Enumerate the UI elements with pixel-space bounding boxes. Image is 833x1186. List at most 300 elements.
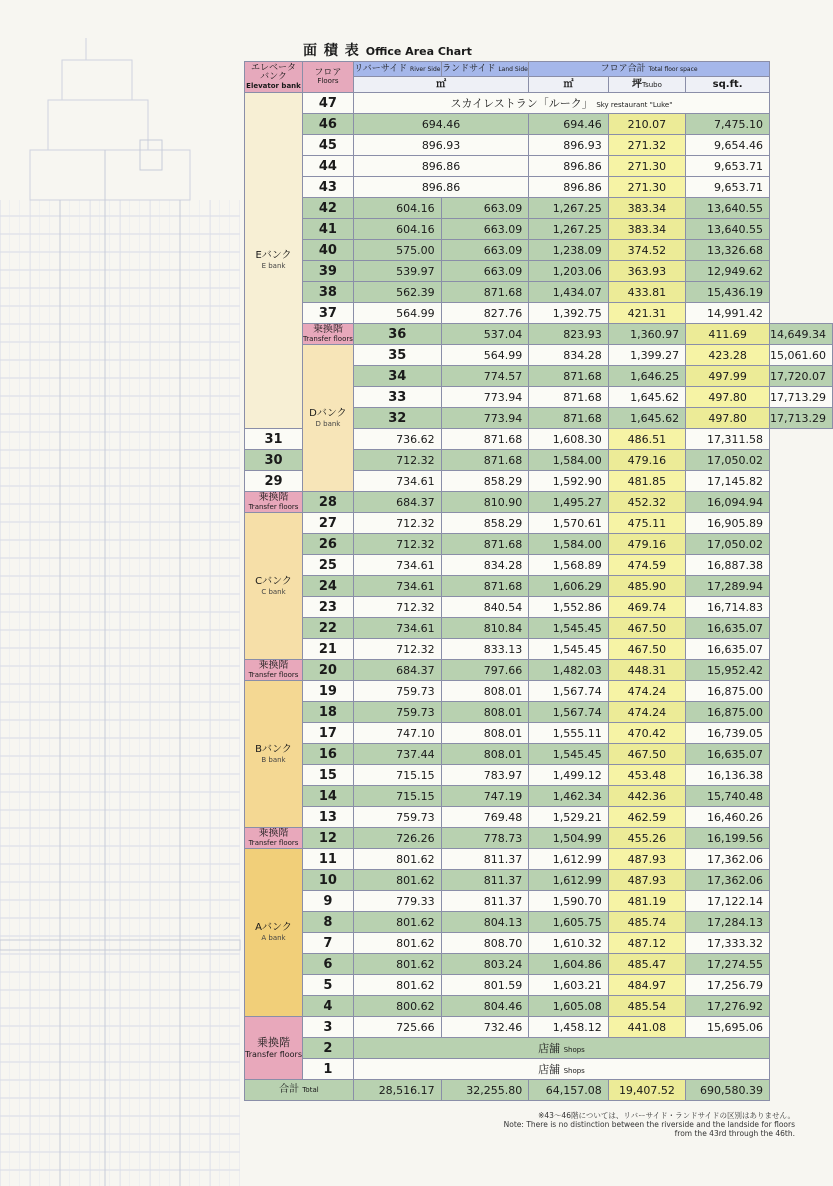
floor-number: 24: [303, 576, 354, 597]
cell-total-m2: 1,645.62: [608, 387, 685, 408]
cell-river-side: 604.16: [353, 219, 441, 240]
cell-river-side: 712.32: [353, 513, 441, 534]
floor-number: 30: [245, 450, 303, 471]
cell-land-side: 823.93: [529, 324, 608, 345]
cell-total-sqft: 7,475.10: [686, 114, 770, 135]
header-floor-en: Floors: [317, 77, 339, 86]
footnote-en-2: from the 43rd through the 46th.: [674, 1129, 795, 1139]
header-unit-m2: ㎡: [353, 77, 528, 93]
cell-total-m2: 1,495.27: [529, 492, 608, 513]
cell-land-side: 871.68: [441, 534, 529, 555]
cell-total-sqft: 16,875.00: [686, 681, 770, 702]
table-row: [245, 933, 833, 954]
cell-river-side: 712.32: [353, 597, 441, 618]
cell-total-sqft: 16,905.89: [686, 513, 770, 534]
table-row: [245, 219, 833, 240]
cell-total-sqft: 16,460.26: [686, 807, 770, 828]
floor-number: 25: [303, 555, 354, 576]
cell-total-tsubo: 479.16: [608, 534, 685, 555]
cell-river-side: 801.62: [353, 975, 441, 996]
cell-total-m2: 1,612.99: [529, 849, 608, 870]
bank-c-en: C bank: [261, 587, 286, 596]
cell-total-m2: 1,605.08: [529, 996, 608, 1017]
cell-total-m2: 896.86: [529, 156, 608, 177]
cell-total-sqft: 13,326.68: [686, 240, 770, 261]
cell-total-sqft: 16,887.38: [686, 555, 770, 576]
cell-total-m2: 1,392.75: [529, 303, 608, 324]
header-total-en: Total floor space: [648, 65, 698, 73]
cell-total-tsubo: 486.51: [608, 429, 685, 450]
cell-land-side: 811.37: [441, 849, 529, 870]
header-unit-sqft: sq.ft.: [686, 77, 770, 93]
cell-total-sqft: 13,640.55: [686, 198, 770, 219]
cell-total-sqft: 17,276.92: [686, 996, 770, 1017]
bank-c-ja: Cバンク: [255, 575, 292, 587]
floor-number: 4: [303, 996, 354, 1017]
transfer-floor-label-en: Transfer floors: [248, 502, 299, 511]
table-row: [245, 324, 833, 345]
table-row: [245, 114, 833, 135]
cell-total-m2: 1,462.34: [529, 786, 608, 807]
cell-total-tsubo: 487.93: [608, 849, 685, 870]
floor-number: 39: [303, 261, 354, 282]
cell-total-m2: 1,568.89: [529, 555, 608, 576]
cell-total-m2: 1,267.25: [529, 198, 608, 219]
cell-river-side: 800.62: [353, 996, 441, 1017]
cell-river-side: 537.04: [441, 324, 529, 345]
floor-number: 42: [303, 198, 354, 219]
cell-land-side: 840.54: [441, 597, 529, 618]
header-total-ja: フロア合計: [600, 63, 646, 74]
restaurant-label-ja: スカイレストラン「ルーク」: [450, 96, 593, 110]
total-sqft: 690,580.39: [686, 1080, 770, 1101]
cell-total-m2: 1,608.30: [529, 429, 608, 450]
header-unit-tsubo: [608, 77, 685, 93]
table-row: [245, 807, 833, 828]
floor-number: 34: [353, 366, 441, 387]
floor-number: 23: [303, 597, 354, 618]
cell-total-m2: 1,603.21: [529, 975, 608, 996]
cell-total-m2: 1,482.03: [529, 660, 608, 681]
cell-total-sqft: 17,145.82: [686, 471, 770, 492]
cell-river-side: 734.61: [353, 576, 441, 597]
cell-total-m2: 1,604.86: [529, 954, 608, 975]
footnote: [504, 1111, 795, 1138]
cell-total-m2: 1,545.45: [529, 618, 608, 639]
cell-land-side: 808.01: [441, 723, 529, 744]
cell-land-side: 769.48: [441, 807, 529, 828]
cell-total-sqft: 17,311.58: [686, 429, 770, 450]
floor-number: 21: [303, 639, 354, 660]
bank-e-en: E bank: [261, 262, 286, 271]
cell-total-tsubo: 421.31: [608, 303, 685, 324]
cell-total-tsubo: 455.26: [608, 828, 685, 849]
cell-total-sqft: 17,274.55: [686, 954, 770, 975]
cell-land-side: 810.84: [441, 618, 529, 639]
bank-e: [245, 93, 303, 429]
cell-land-side: 663.09: [441, 240, 529, 261]
header-total-floor-space: [529, 62, 770, 77]
cell-total-m2: 1,590.70: [529, 891, 608, 912]
floor-number: 3: [303, 1017, 354, 1038]
bank-a: [245, 849, 303, 1017]
chart-title: [303, 40, 472, 60]
transfer-floor-label-ja: 乗換階: [258, 828, 289, 840]
table-row: [245, 723, 833, 744]
table-row: [245, 702, 833, 723]
floor-number: 28: [303, 492, 354, 513]
cell-land-side: 804.46: [441, 996, 529, 1017]
cell-total-tsubo: 474.59: [608, 555, 685, 576]
cell-total-tsubo: 484.97: [608, 975, 685, 996]
cell-total-tsubo: 485.74: [608, 912, 685, 933]
cell-land-side: 871.68: [529, 387, 608, 408]
transfer-floor-label-en: Transfer floors: [248, 670, 299, 679]
totals-label-en: Total: [302, 1086, 319, 1094]
cell-river-side: 801.62: [353, 912, 441, 933]
table-row: [245, 1038, 833, 1059]
table-row: [245, 681, 833, 702]
table-row: [245, 975, 833, 996]
floor-number: 46: [303, 114, 354, 135]
cell-total-tsubo: 485.90: [608, 576, 685, 597]
cell-total-sqft: 17,713.29: [770, 387, 833, 408]
cell-total-m2: 1,584.00: [529, 450, 608, 471]
floor-number: 43: [303, 177, 354, 198]
header-river-ja: リバーサイド: [354, 63, 408, 74]
floor-number: 7: [303, 933, 354, 954]
cell-total-m2: 896.93: [529, 135, 608, 156]
totals-label-ja: 合計: [279, 1084, 300, 1095]
cell-land-side: 808.70: [441, 933, 529, 954]
bank-b-ja: Bバンク: [255, 743, 292, 755]
cell-river-side: 759.73: [353, 702, 441, 723]
cell-land-side: 747.19: [441, 786, 529, 807]
cell-total-tsubo: 433.81: [608, 282, 685, 303]
floor-number: 9: [303, 891, 354, 912]
transfer-floor-label-ja: 乗換階: [258, 660, 289, 672]
cell-total-sqft: 16,094.94: [686, 492, 770, 513]
cell-total-tsubo: 271.30: [608, 177, 685, 198]
cell-total-m2: 1,612.99: [529, 870, 608, 891]
cell-total-sqft: 16,635.07: [686, 639, 770, 660]
cell-total-tsubo: 452.32: [608, 492, 685, 513]
totals-label: [245, 1080, 354, 1101]
cell-total-tsubo: 363.93: [608, 261, 685, 282]
cell-total-m2: 1,592.90: [529, 471, 608, 492]
table-row: [245, 849, 833, 870]
cell-land-side: 871.68: [441, 450, 529, 471]
cell-land-side: 778.73: [441, 828, 529, 849]
transfer-floor-label: [245, 492, 303, 513]
cell-river-side: 774.57: [441, 366, 529, 387]
cell-total-tsubo: 374.52: [608, 240, 685, 261]
bank-e-ja: Eバンク: [255, 250, 292, 262]
header-floor-ja: フロア: [314, 67, 342, 78]
table-row: [245, 996, 833, 1017]
cell-total-m2: 1,646.25: [608, 366, 685, 387]
header-tsubo-en: Tsubo: [641, 80, 662, 89]
cell-total-m2: 1,555.11: [529, 723, 608, 744]
cell-total-sqft: 17,256.79: [686, 975, 770, 996]
floor-number: 45: [303, 135, 354, 156]
floor-number: 35: [353, 345, 441, 366]
cell-total-tsubo: 475.11: [608, 513, 685, 534]
transfer-floor-label-ja: 乗換階: [258, 492, 289, 504]
cell-total-tsubo: 453.48: [608, 765, 685, 786]
cell-river-side: 564.99: [353, 303, 441, 324]
table-row: [245, 282, 833, 303]
cell-total-sqft: 14,991.42: [686, 303, 770, 324]
cell-total-m2: 1,267.25: [529, 219, 608, 240]
cell-land-side: 834.28: [529, 345, 608, 366]
header-land-side: [441, 62, 529, 77]
cell-total-tsubo: 271.32: [608, 135, 685, 156]
cell-total-sqft: 17,362.06: [686, 849, 770, 870]
cell-total-m2: 1,584.00: [529, 534, 608, 555]
table-row: [245, 891, 833, 912]
cell-total-sqft: 16,714.83: [686, 597, 770, 618]
floor-number: 33: [353, 387, 441, 408]
table-row: [245, 555, 833, 576]
cell-river-side: 773.94: [441, 387, 529, 408]
cell-land-side: 663.09: [441, 198, 529, 219]
bank-b: [245, 681, 303, 828]
table-row: [245, 639, 833, 660]
cell-river-side: 736.62: [353, 429, 441, 450]
cell-river-side: 726.26: [353, 828, 441, 849]
cell-land-side: 811.37: [441, 870, 529, 891]
cell-total-tsubo: 479.16: [608, 450, 685, 471]
cell-land-side: 871.68: [441, 429, 529, 450]
cell-total-sqft: 9,653.71: [686, 156, 770, 177]
cell-river-side: 779.33: [353, 891, 441, 912]
cell-land-side: 833.13: [441, 639, 529, 660]
cell-land-side: 732.46: [441, 1017, 529, 1038]
bank-a-ja: Aバンク: [255, 922, 292, 934]
cell-total-tsubo: 470.42: [608, 723, 685, 744]
table-row: [245, 618, 833, 639]
cell-total-sqft: 15,695.06: [686, 1017, 770, 1038]
table-row: [245, 744, 833, 765]
cell-river-side: 575.00: [353, 240, 441, 261]
floor-number: 22: [303, 618, 354, 639]
floor-number: 12: [303, 828, 354, 849]
cell-river-side: 801.62: [353, 954, 441, 975]
cell-river-side: 725.66: [353, 1017, 441, 1038]
footnote-ja: ※43～46階については、リバーサイド・ランドサイドの区別はありません。: [538, 1111, 795, 1120]
transfer-floor-label-ja: 乗換階: [257, 1036, 290, 1050]
transfer-floor-label: [245, 660, 303, 681]
cell-total-m2: 1,499.12: [529, 765, 608, 786]
header-river-side: [353, 62, 441, 77]
cell-land-side: 810.90: [441, 492, 529, 513]
cell-land-side: 871.68: [529, 408, 608, 429]
cell-total-tsubo: 481.19: [608, 891, 685, 912]
transfer-floor-label: [245, 1017, 303, 1080]
cell-total-tsubo: 210.07: [608, 114, 685, 135]
cell-total-m2: 1,360.97: [608, 324, 685, 345]
table-row: [245, 156, 833, 177]
floor-number: 11: [303, 849, 354, 870]
cell-total-sqft: 17,284.13: [686, 912, 770, 933]
chart-title-en: Office Area Chart: [365, 45, 472, 58]
cell-total-m2: 896.86: [529, 177, 608, 198]
cell-land-side: 808.01: [441, 702, 529, 723]
cell-river-side: 712.32: [353, 534, 441, 555]
cell-total-sqft: 14,649.34: [770, 324, 833, 345]
cell-total-sqft: 13,640.55: [686, 219, 770, 240]
bank-d-en: D bank: [315, 419, 341, 428]
cell-river-side: 564.99: [441, 345, 529, 366]
floor-number: 29: [245, 471, 303, 492]
shops-label: [353, 1038, 769, 1059]
cell-total-tsubo: 467.50: [608, 618, 685, 639]
header-elevator-bank: [245, 62, 303, 93]
total-land-side: 32,255.80: [441, 1080, 529, 1101]
table-row: [245, 1017, 833, 1038]
cell-total-sqft: 16,635.07: [686, 618, 770, 639]
floor-number: 14: [303, 786, 354, 807]
header-land-ja: ランドサイド: [442, 63, 496, 74]
bank-d-ja: Dバンク: [309, 407, 347, 419]
cell-total-tsubo: 487.93: [608, 870, 685, 891]
cell-land-side: 783.97: [441, 765, 529, 786]
cell-total-sqft: 17,720.07: [770, 366, 833, 387]
cell-river-side: 759.73: [353, 807, 441, 828]
total-m2: 64,157.08: [529, 1080, 608, 1101]
cell-total-tsubo: 469.74: [608, 597, 685, 618]
bank-b-en: B bank: [261, 755, 286, 764]
footnote-en-1: Note: There is no distinction between the riverside and the landside for floors: [503, 1120, 795, 1130]
cell-total-sqft: 15,952.42: [686, 660, 770, 681]
cell-total-sqft: 16,739.05: [686, 723, 770, 744]
floor-number: 10: [303, 870, 354, 891]
cell-total-tsubo: 487.12: [608, 933, 685, 954]
cell-total-sqft: 17,362.06: [686, 870, 770, 891]
floor-number: 47: [303, 93, 354, 114]
cell-total-m2: 1,610.32: [529, 933, 608, 954]
floor-number: 5: [303, 975, 354, 996]
bank-c: [245, 513, 303, 660]
table-row: [245, 786, 833, 807]
cell-total-sqft: 12,949.62: [686, 261, 770, 282]
cell-total-sqft: 16,635.07: [686, 744, 770, 765]
floor-number: 41: [303, 219, 354, 240]
cell-river-side: 734.61: [353, 618, 441, 639]
floor-number: 44: [303, 156, 354, 177]
table-row: [245, 261, 833, 282]
cell-total-tsubo: 448.31: [608, 660, 685, 681]
shops-label-ja: 店舗: [538, 1041, 561, 1055]
bank-d: [303, 345, 354, 492]
cell-land-side: 871.68: [441, 576, 529, 597]
cell-total-sqft: 17,122.14: [686, 891, 770, 912]
cell-total-sqft: 9,653.71: [686, 177, 770, 198]
cell-river-side: 712.32: [353, 639, 441, 660]
floor-number: 1: [303, 1059, 354, 1080]
header-row-1: [245, 62, 833, 77]
cell-total-sqft: 16,199.56: [686, 828, 770, 849]
table-row: [245, 240, 833, 261]
table-row: [245, 870, 833, 891]
cell-total-tsubo: 383.34: [608, 198, 685, 219]
cell-land-side: 808.01: [441, 744, 529, 765]
cell-river-side: 747.10: [353, 723, 441, 744]
transfer-floor-label-en: Transfer floors: [303, 334, 353, 343]
table-row: [245, 912, 833, 933]
floor-number: 26: [303, 534, 354, 555]
cell-land-side: 808.01: [441, 681, 529, 702]
restaurant-label-en: Sky restaurant "Luke": [596, 100, 673, 109]
floor-number: 17: [303, 723, 354, 744]
table-row: [245, 345, 833, 366]
cell-land-side: 801.59: [441, 975, 529, 996]
table-row: [245, 765, 833, 786]
cell-land-side: 858.29: [441, 513, 529, 534]
shops-label-ja: 店舗: [538, 1062, 561, 1076]
chart-title-ja: 面 積 表: [303, 43, 360, 59]
cell-land-side: 663.09: [441, 261, 529, 282]
floor-number: 13: [303, 807, 354, 828]
cell-land-side: 804.13: [441, 912, 529, 933]
table-row: [245, 513, 833, 534]
cell-total-m2: 1,570.61: [529, 513, 608, 534]
cell-combined-area: 896.93: [353, 135, 528, 156]
cell-total-sqft: 16,875.00: [686, 702, 770, 723]
table-row: [245, 177, 833, 198]
cell-total-m2: 1,504.99: [529, 828, 608, 849]
floor-number: 32: [353, 408, 441, 429]
cell-total-m2: 1,645.62: [608, 408, 685, 429]
table-row: [245, 576, 833, 597]
cell-total-sqft: 17,333.32: [686, 933, 770, 954]
cell-total-m2: 1,567.74: [529, 702, 608, 723]
cell-land-side: 858.29: [441, 471, 529, 492]
cell-land-side: 811.37: [441, 891, 529, 912]
cell-total-m2: 1,605.75: [529, 912, 608, 933]
bank-a-en: A bank: [261, 934, 286, 943]
cell-combined-area: 896.86: [353, 177, 528, 198]
transfer-floor-label-ja: 乗換階: [312, 324, 343, 336]
cell-total-sqft: 17,050.02: [686, 450, 770, 471]
table-row: [245, 954, 833, 975]
floor-number: 27: [303, 513, 354, 534]
cell-total-m2: 1,203.06: [529, 261, 608, 282]
cell-river-side: 801.62: [353, 870, 441, 891]
transfer-floor-label-en: Transfer floors: [245, 1049, 302, 1059]
cell-river-side: 712.32: [353, 450, 441, 471]
cell-land-side: 871.68: [529, 366, 608, 387]
floor-number: 15: [303, 765, 354, 786]
cell-river-side: 773.94: [441, 408, 529, 429]
cell-total-sqft: 9,654.46: [686, 135, 770, 156]
total-tsubo: 19,407.52: [608, 1080, 685, 1101]
cell-land-side: 827.76: [441, 303, 529, 324]
transfer-floor-label: [303, 324, 354, 345]
cell-total-tsubo: 474.24: [608, 681, 685, 702]
cell-total-m2: 1,552.86: [529, 597, 608, 618]
cell-total-tsubo: 481.85: [608, 471, 685, 492]
cell-river-side: 737.44: [353, 744, 441, 765]
cell-river-side: 801.62: [353, 933, 441, 954]
cell-river-side: 715.15: [353, 765, 441, 786]
table-row: [245, 198, 833, 219]
cell-total-tsubo: 271.30: [608, 156, 685, 177]
table-row: [245, 135, 833, 156]
header-floors: [303, 62, 354, 93]
cell-total-tsubo: 485.47: [608, 954, 685, 975]
